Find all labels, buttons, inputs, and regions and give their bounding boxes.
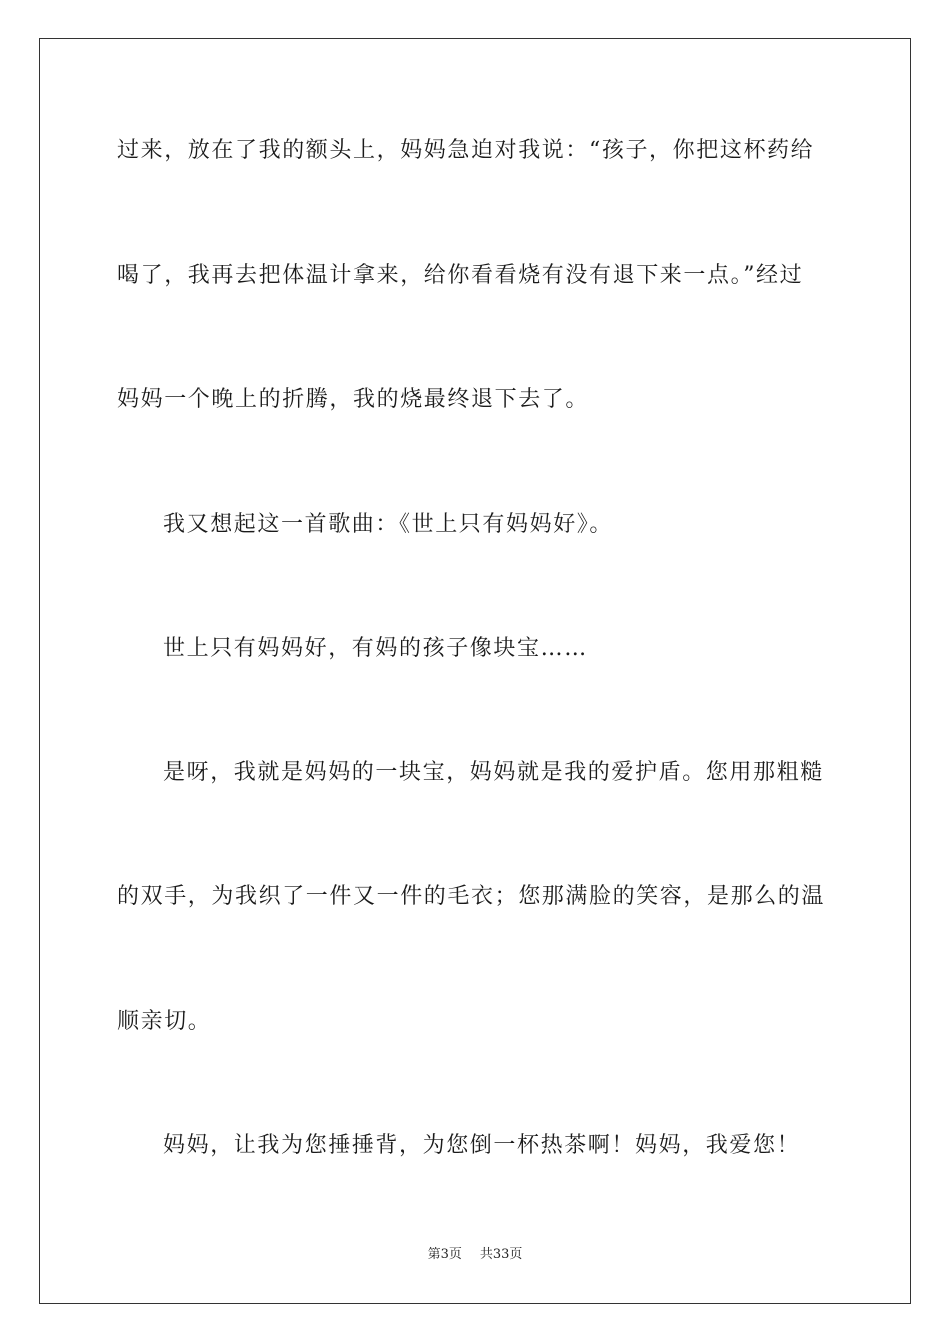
text-line: 的双手，为我织了一件又一件的毛衣；您那满脸的笑容，是那么的温: [117, 884, 826, 909]
text-line: 过来，放在了我的额头上，妈妈急迫对我说：“孩子，你把这杯药给: [117, 138, 815, 163]
text-line: 我又想起这一首歌曲：《世上只有妈妈好》。: [163, 512, 614, 537]
text-line: 妈妈，让我为您捶捶背，为您倒一杯热茶啊！妈妈，我爱您！: [163, 1133, 801, 1158]
text-line: 喝了，我再去把体温计拿来，给你看看烧有没有退下来一点。”经过: [117, 263, 804, 288]
text-line: 妈妈一个晚上的折腾，我的烧最终退下去了。: [117, 387, 590, 412]
page-number: 第3页: [427, 1247, 462, 1262]
text-line: 世上只有妈妈好，有妈的孩子像块宝……: [163, 636, 588, 661]
total-pages: 共33页: [479, 1247, 523, 1262]
page-border: [39, 38, 911, 1304]
text-line: 是呀，我就是妈妈的一块宝，妈妈就是我的爱护盾。您用那粗糙: [163, 760, 824, 785]
page-footer: [0, 1245, 950, 1265]
text-line: 顺亲切。: [117, 1009, 212, 1034]
